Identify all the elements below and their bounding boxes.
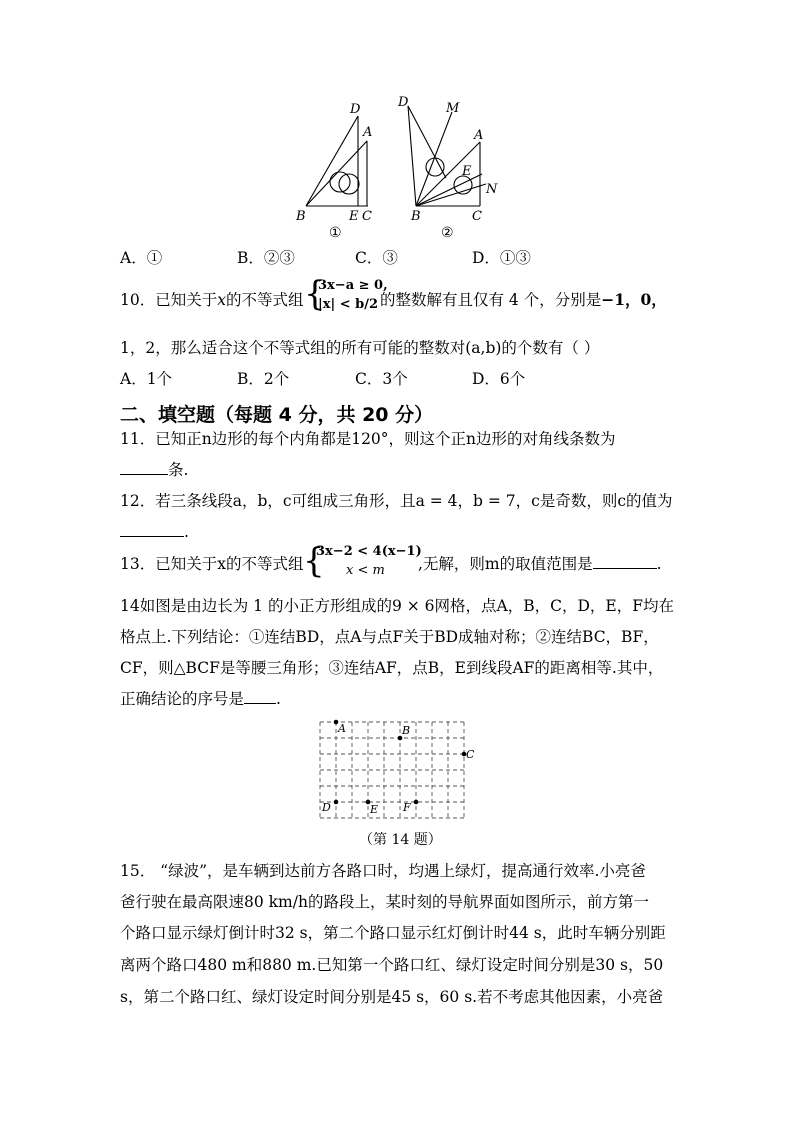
figure-2: [394, 92, 506, 242]
fig2-label-D: D: [398, 95, 409, 110]
q10-option-b: B．2个: [237, 370, 290, 388]
grid-label-d: D: [322, 801, 331, 814]
q14-figure-caption: （第 14 题）: [359, 832, 442, 848]
grid-label-a: A: [338, 722, 346, 735]
q12-line2: .: [120, 522, 189, 542]
grid-label-e: E: [370, 803, 379, 816]
q13-system-line2: x < m: [346, 563, 385, 578]
q10-system-line1: 3x−a ≥ 0,: [318, 278, 388, 293]
q12-answer-blank[interactable]: [120, 522, 184, 537]
grid-label-c: C: [466, 748, 475, 761]
q14-line3: CF，则△BCF是等腰三角形；③连结AF，点B，E到线段AF的距离相等.其中，: [120, 659, 664, 677]
q10-option-d: D．6个: [472, 370, 526, 388]
q9-option-a: A．①: [120, 249, 163, 267]
figure-1: [290, 96, 390, 242]
fig2-label-M: M: [446, 101, 460, 116]
fig1-label-A: A: [363, 125, 373, 140]
q10-option-c: C．3个: [355, 370, 408, 388]
fig2-label-C: C: [472, 209, 482, 224]
q15-line5: s，第二个路口红、绿灯设定时间分别是45 s，60 s.若不考虑其他因素，小亮爸: [120, 988, 664, 1006]
q15-line1: 15． “绿波”，是车辆到达前方各路口时，均遇上绿灯，提高通行效率.小亮爸: [120, 862, 646, 880]
q9-option-b: B．②③: [237, 249, 295, 267]
fig2-label-A: A: [474, 128, 484, 143]
grid-point-f: [414, 800, 419, 805]
q15-line3: 个路口显示绿灯倒计时32 s，第二个路口显示红灯倒计时44 s，此时车辆分别距: [120, 924, 666, 942]
q9-option-d: D．①③: [472, 249, 531, 267]
q10-option-a: A．1个: [120, 370, 173, 388]
q15-line4: 离两个路口480 m和880 m.已知第一个路口红、绿灯设定时间分别是30 s，50: [120, 956, 664, 974]
fig2-label-E: E: [462, 164, 472, 179]
q11-answer-blank[interactable]: [120, 460, 168, 475]
q14-line4: 正确结论的序号是 .: [120, 690, 281, 708]
q11-line1: 11．已知正n边形的每个内角都是120°，则这个正n边形的对角线条数为: [120, 430, 616, 448]
q10-line2: 1，2，那么适合这个不等式组的所有可能的整数对(a,b)的个数有（ ）: [120, 339, 600, 357]
q14-line1: 14如图是由边长为 1 的小正方形组成的9 × 6网格，点A，B，C，D，E，F均在: [120, 597, 674, 615]
q13-prefix: 13．已知关于x的不等式组: [120, 555, 304, 573]
q13-suffix: ,无解，则m的取值范围是 .: [418, 555, 662, 573]
fig1-label-E: E: [349, 209, 359, 224]
q13-answer-blank[interactable]: [593, 554, 657, 569]
q9-option-c: C．③: [355, 249, 398, 267]
grid-point-d: [334, 800, 339, 805]
fig2-caption: ②: [441, 225, 454, 241]
q14-answer-blank[interactable]: [244, 689, 276, 704]
fig1-label-B: B: [296, 209, 306, 224]
section-2-title: 二、填空题（每题 4 分，共 20 分）: [120, 404, 434, 426]
grid-label-f: F: [403, 801, 411, 814]
q12-line1: 12．若三条线段a，b，c可组成三角形，且a = 4，b = 7，c是奇数，则c的值为: [120, 492, 673, 510]
fig2-label-B: B: [411, 209, 421, 224]
grid-figure: [316, 718, 486, 822]
q10-prefix: 10．已知关于x的不等式组: [120, 291, 304, 309]
fig1-label-C: C: [362, 209, 372, 224]
q14-line2: 格点上.下列结论：①连结BD，点A与点F关于BD成轴对称；②连结BC，BF，: [120, 628, 659, 646]
fig2-label-N: N: [486, 182, 498, 197]
grid-label-b: B: [402, 724, 411, 737]
q13-brace: {: [303, 541, 325, 581]
fig1-label-D: D: [350, 102, 361, 117]
q15-line2: 爸行驶在最高限速80 km/h的路段上，某时刻的导航界面如图所示，前方第一: [120, 893, 649, 911]
q11-line2: 条.: [120, 460, 188, 480]
q10-brace: {: [304, 274, 326, 314]
q10-suffix: 的整数解有且仅有 4 个，分别是−1，0，: [380, 290, 667, 309]
fig1-caption: ①: [329, 225, 342, 241]
q13-system-line1: 3x−2 < 4(x−1): [316, 544, 422, 559]
q10-system-line2: |x| < b/2: [318, 297, 379, 312]
